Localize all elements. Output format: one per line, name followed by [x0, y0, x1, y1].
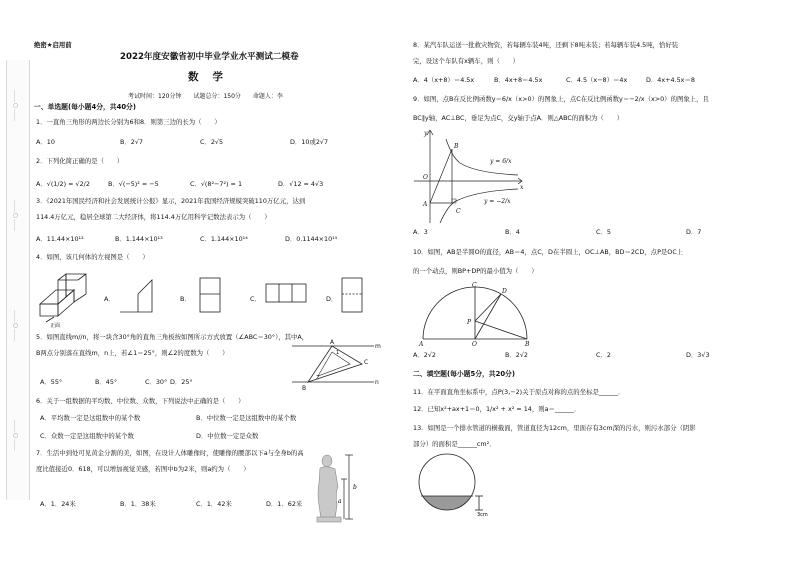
q8-option-a: A．4（x+8）＝4.5x — [413, 76, 475, 84]
q6-option-b: B．中位数一定是这组数中的某个数 — [196, 414, 297, 422]
q1-option-d: D．10或2√7 — [290, 138, 329, 146]
q3-option-d: D．0.1144×10¹⁵ — [285, 235, 338, 243]
q1-option-b: B．2√7 — [120, 138, 143, 146]
q7-option-b: B．1．38米 — [120, 500, 156, 508]
q10-option-c: C．2 — [596, 351, 611, 359]
q5-figure — [290, 336, 380, 392]
q6-option-c: C．众数一定是这组数中的某个数 — [40, 432, 134, 440]
binding-margin — [6, 60, 30, 500]
q5-angle-2: 2 — [316, 375, 320, 381]
q7-option-c: C．1．42米 — [196, 500, 232, 508]
question-13-line-2: 部分）的面积是______cm²． — [413, 440, 496, 448]
q8-option-d: D．4x+4.5x＝8 — [646, 76, 695, 84]
q9-graph-figure — [410, 127, 528, 227]
q10-point-o: O — [472, 341, 477, 348]
exam-title: 2022年度安徽省初中毕业学业水平测试二模卷 — [120, 52, 299, 62]
q4-option-b: B． — [180, 295, 191, 303]
q10-option-a: A．2√2 — [413, 351, 436, 359]
q10-point-d: D — [502, 288, 507, 295]
q6-option-a: A．平均数一定是这组数中的某个数 — [40, 414, 141, 422]
question-2: 2．下列化简正确的是（ ） — [36, 157, 124, 165]
q9-axis-y: y — [424, 130, 428, 137]
question-4: 4．如图，该几何体的左视图是（ ） — [36, 253, 149, 261]
section-2-heading: 二、填空题(每小题5分，共20分) — [413, 370, 515, 378]
q9-option-c: C．5 — [596, 228, 611, 236]
binding-mark: ……○…… — [12, 420, 19, 451]
q4-solid-figure — [36, 270, 96, 328]
question-12: 12．已知x²+ax+1＝0，1/x² + x² = 14，则a＝______． — [413, 405, 581, 413]
q2-option-a: A．√(1/2) = √2/2 — [36, 180, 90, 188]
q4-front-label: 正面 — [50, 323, 61, 329]
question-7-line-1: 7．生活中到处可见黄金分割的美，如图，在设计人体雕像时，使雕像的腰部以下a与全身b的高 — [36, 449, 304, 457]
q4-option-c: C． — [250, 295, 261, 303]
q4-option-d: D． — [326, 295, 338, 303]
q9-origin: O — [423, 174, 428, 181]
q2-option-d: D．√12 = 4√3 — [278, 180, 324, 188]
q7-option-d: D．1．62米 — [266, 500, 303, 508]
q7-label-a: a — [338, 498, 342, 505]
q9-curve-label-1: y = 6/x — [490, 158, 512, 165]
q7-statue-figure — [305, 453, 371, 523]
q5-line-m: m — [375, 343, 381, 350]
q9-point-c: C — [456, 208, 461, 215]
question-8-line-1: 8．某汽车队运送一批救灾物资，若每辆车装4吨，还剩下8吨未装；若每辆车装4.5吨，恰好装 — [413, 41, 679, 49]
q8-option-b: B．4x+8＝4.5x — [494, 76, 543, 84]
q9-option-d: D．7 — [686, 228, 702, 236]
q10-point-p: P — [467, 319, 472, 326]
q2-option-b: B．√(−5)² = −5 — [108, 180, 159, 188]
binding-mark: ……○…… — [12, 90, 19, 121]
q3-option-c: C．1.144×10¹⁴ — [200, 235, 248, 243]
section-1-heading: 一、单选题(每小题4分，共40分) — [34, 103, 136, 111]
q13-pipe-figure — [415, 450, 505, 522]
q5-option-d: D．25° — [170, 378, 193, 386]
question-5-line-2: B两点分别落在直线m，n上，若∠1＝25°，则∠2的度数为（ ） — [36, 349, 229, 357]
q4-option-a: A． — [104, 295, 115, 303]
q3-option-a: A．11.44×10¹² — [36, 235, 84, 243]
q1-option-a: A．10 — [36, 138, 55, 146]
q9-axis-x: x — [520, 184, 524, 191]
q13-depth-label: 3cm — [477, 512, 488, 518]
question-3-line-2: 114.4万亿元，稳居全球第二大经济体，将114.4万亿用科学记数法表示为（ ） — [36, 213, 271, 221]
q2-option-c: C．√(8²−7²) = 1 — [190, 180, 243, 188]
q5-angle-1: 1 — [336, 350, 340, 356]
q6-option-d: D．中位数一定是众数 — [196, 432, 259, 440]
q5-option-b: B．45° — [95, 378, 118, 386]
question-10-line-1: 10．如图，AB是半圆O的直径，AB＝4，点C，D在半圆上，OC⊥AB，BD＝2CD，点P是OC上 — [413, 248, 684, 256]
question-7-line-2: 度比值接近0．618，可以增加视觉美感，若图中b为2米，则a约为（ ） — [36, 465, 250, 473]
q4-option-b-view — [198, 276, 224, 316]
q7-label-b: b — [353, 484, 357, 491]
question-10-line-2: 的一个动点，则BP+DP的最小值为（ ） — [413, 267, 538, 275]
q4-option-a-view — [118, 276, 158, 316]
question-13-line-1: 13．如图是一个排水管道的横截面，管道直径为12cm，里面存有3cm深的污水，则污水部分（阴影 — [413, 424, 696, 432]
q5-option-c: C．30° — [145, 378, 168, 386]
question-8-line-2: 完，设这个车队有x辆车，则（ ） — [413, 57, 520, 65]
exam-info: 考试时间：120分钟 试题总分：150分 命题人：李 — [128, 93, 283, 100]
question-1: 1．一直角三角形的两边长分别为6和8．则第三边的长为（ ） — [36, 118, 221, 126]
q9-curve-label-2: y = −2/x — [484, 198, 511, 205]
q5-label-a: A — [330, 339, 335, 346]
q9-option-b: B．4 — [505, 228, 520, 236]
question-5-line-1: 5．如图直线m//n，将一块含30°角的直角三角板按如图所示方式放置（∠ABC＝30°），其中A， — [36, 333, 309, 341]
question-3-line-1: 3．《2021年国民经济和社会发展统计公报》显示，2021年我国经济规模突破110万亿元，达到 — [36, 197, 306, 205]
question-11: 11．在平面直角坐标系中，点P(3,−2)关于原点对称的点的坐标是______． — [413, 388, 625, 396]
q9-option-a: A．3 — [413, 228, 428, 236]
q5-label-c: C — [364, 359, 369, 366]
subject-title: 数学 — [188, 71, 237, 83]
q7-option-a: A．1．24米 — [40, 500, 76, 508]
q10-point-b: B — [525, 341, 530, 348]
q10-point-c: C — [472, 282, 477, 289]
q5-label-b: B — [302, 385, 307, 392]
q10-option-b: B．2√2 — [505, 351, 528, 359]
q8-option-c: C．4.5（x−8）＝4x — [566, 76, 628, 84]
q1-option-c: C．2√5 — [200, 138, 224, 146]
question-6: 6．关于一组数据的平均数、中位数、众数，下列说法中正确的是（ ） — [36, 397, 245, 405]
q5-line-n: n — [375, 379, 379, 386]
binding-mark: ……○…… — [12, 200, 19, 231]
q4-option-d-view — [340, 276, 366, 316]
question-9-line-2: BC∥y轴，AC⊥BC，垂足为点C，交y轴于点A．则△ABC的面积为（ ） — [413, 114, 623, 122]
binding-mark: ……○…… — [12, 310, 19, 341]
q4-option-c-view — [264, 282, 308, 306]
q10-semicircle-figure — [415, 281, 535, 347]
question-9-line-1: 9．如图，点B在反比例函数y＝6/x（x>0）的图象上，点C在反比例函数y＝−2/x（x>0）的图象上，且 — [413, 95, 709, 103]
q5-option-a: A．55° — [40, 378, 63, 386]
q3-option-b: B．1.144×10¹³ — [115, 235, 163, 243]
secret-mark: 绝密★启用前 — [34, 41, 72, 49]
q9-point-a: A — [423, 201, 428, 208]
q10-option-d: D．3√3 — [686, 351, 710, 359]
q9-point-b: B — [454, 143, 459, 150]
q10-point-a: A — [419, 341, 424, 348]
